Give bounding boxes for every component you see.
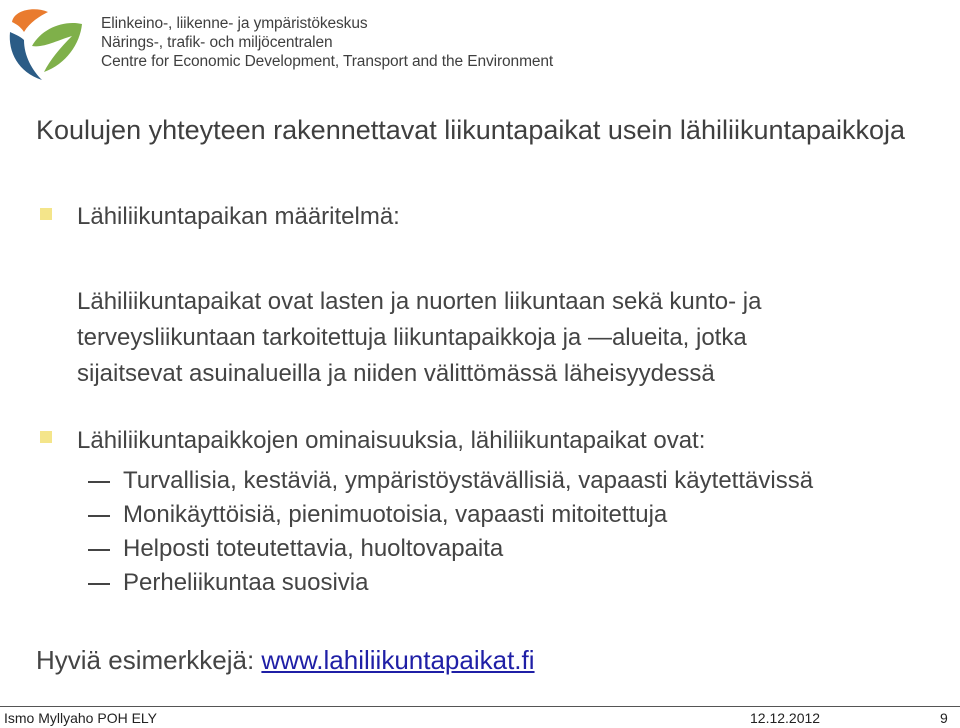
dash-bullet (88, 583, 110, 585)
logo-green-leaf (32, 23, 82, 72)
org-name-sv: Närings-, trafik- och miljöcentralen (101, 34, 333, 51)
dash-bullet (88, 481, 110, 483)
dash-bullet (88, 549, 110, 551)
definition-paragraph (77, 284, 761, 392)
bullet-properties-heading: Lähiliikuntapaikkojen ominaisuuksia, lähiliikuntapaikat ovat: (77, 427, 706, 454)
ely-logo (2, 2, 86, 86)
definition-line: sijaitsevat asuinalueilla ja niiden välittömässä läheisyydessä (77, 360, 715, 387)
bullet-definition-heading: Lähiliikuntapaikan määritelmä: (77, 203, 400, 230)
footer-author: Ismo Myllyaho POH ELY (4, 710, 158, 726)
header (0, 0, 960, 90)
sub-item: Monikäyttöisiä, pienimuotoisia, vapaasti mitoitettuja (123, 501, 668, 528)
dash-bullet (88, 515, 110, 517)
definition-line: terveysliikuntaan tarkoitettuja liikuntapaikkoja ja —alueita, jotka (77, 324, 747, 351)
bullet-square (40, 208, 52, 220)
bullet-square (40, 431, 52, 443)
examples-link[interactable]: www.lahiliikuntapaikat.fi (261, 645, 535, 675)
org-name-fi: Elinkeino-, liikenne- ja ympäristökeskus (101, 15, 368, 32)
sub-item: Helposti toteutettavia, huoltovapaita (123, 535, 504, 562)
examples-label: Hyviä esimerkkejä: (36, 645, 262, 675)
sub-item: Turvallisia, kestäviä, ympäristöystävällisiä, vapaasti käytettävissä (123, 467, 814, 494)
examples-line (36, 643, 535, 677)
slide-title: Koulujen yhteyteen rakennettavat liikuntapaikat usein lähiliikuntapaikkoja (36, 115, 906, 145)
footer-divider (0, 706, 960, 707)
logo-orange-leaf (12, 9, 48, 32)
footer-page-number: 9 (940, 710, 948, 726)
organization-name (101, 14, 553, 71)
footer-date: 12.12.2012 (750, 710, 821, 726)
org-name-en: Centre for Economic Development, Transport and the Environment (101, 53, 554, 70)
definition-line: Lähiliikuntapaikat ovat lasten ja nuorten liikuntaan sekä kunto- ja (77, 288, 762, 315)
sub-item: Perheliikuntaa suosivia (123, 569, 369, 596)
